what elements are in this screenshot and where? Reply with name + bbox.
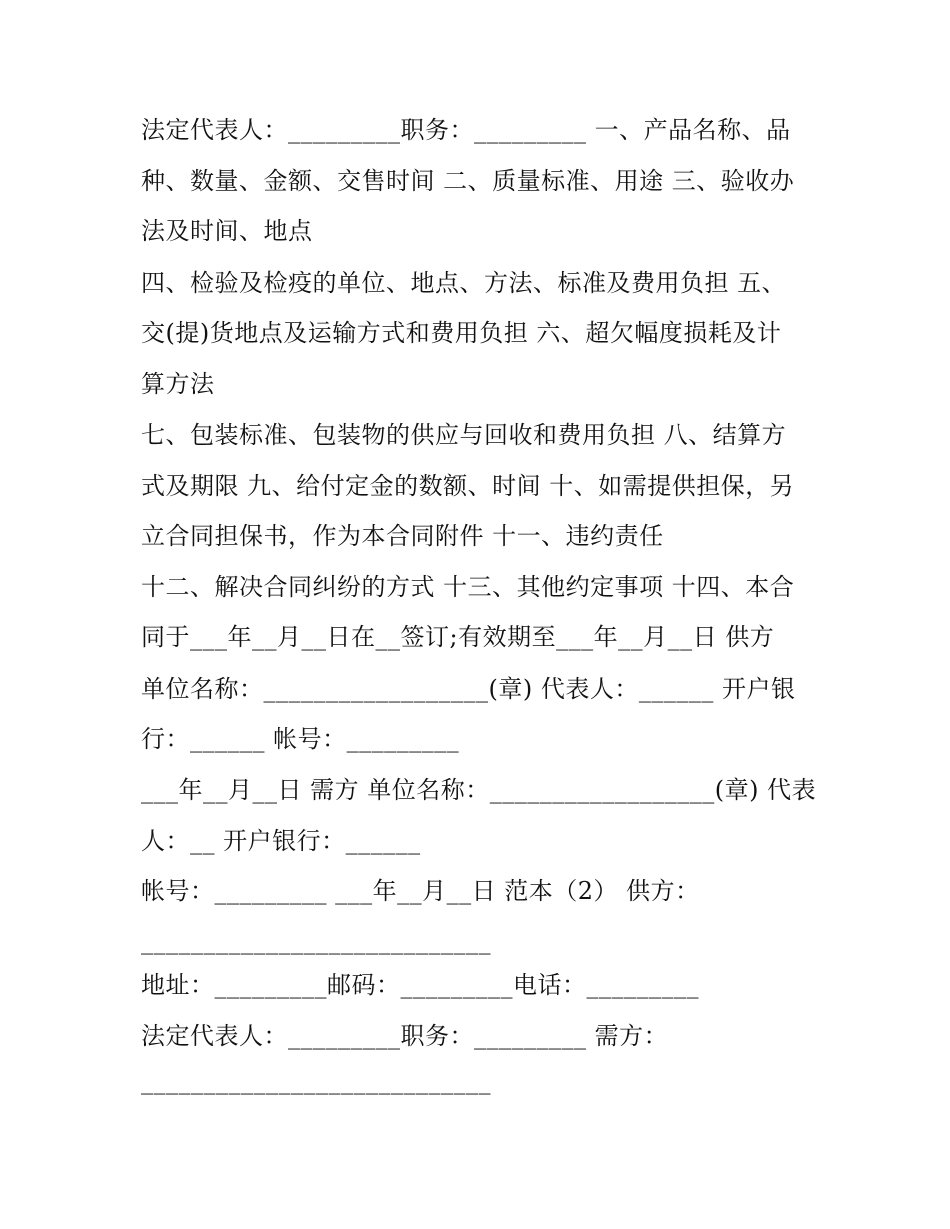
- text-line: 种、数量、金额、交售时间 二、质量标准、用途 三、验收办: [141, 167, 795, 195]
- text-line: 法及时间、地点: [141, 217, 313, 245]
- text-line: 地址：_________邮码：_________电话：_________: [141, 971, 699, 999]
- text-line: ____________________________: [141, 1067, 491, 1095]
- text-line: 十二、解决合同纠纷的方式 十三、其他约定事项 十四、本合: [141, 573, 795, 601]
- text-line: 法定代表人：_________职务：_________ 一、产品名称、品: [141, 116, 791, 144]
- text-line: 算方法: [141, 370, 215, 398]
- text-line: 七、包装标准、包装物的供应与回收和费用负担 八、结算方: [141, 421, 787, 449]
- text-line: ___年__月__日 需方 单位名称：__________________(章) 代表: [141, 776, 817, 804]
- text-line: 人：__ 开户银行：______: [141, 827, 421, 855]
- text-line: 帐号：_________ ___年__月__日 范本（2） 供方：: [141, 877, 700, 905]
- text-line: 立合同担保书，作为本合同附件 十一、违约责任: [141, 522, 664, 550]
- text-line: ____________________________: [141, 927, 491, 955]
- text-line: 交(提)货地点及运输方式和费用负担 六、超欠幅度损耗及计: [141, 319, 782, 347]
- text-line: 行：______ 帐号：_________: [141, 725, 460, 753]
- text-line: 单位名称：__________________(章) 代表人：______ 开户银: [141, 675, 796, 703]
- text-line: 法定代表人：_________职务：_________ 需方：: [141, 1022, 669, 1050]
- text-line: 四、检验及检疫的单位、地点、方法、标准及费用负担 五、: [141, 269, 787, 297]
- text-line: 式及期限 九、给付定金的数额、时间 十、如需提供担保，另: [141, 472, 795, 500]
- text-line: 同于___年__月__日在__签订;有效期至___年__月__日 供方: [141, 623, 775, 651]
